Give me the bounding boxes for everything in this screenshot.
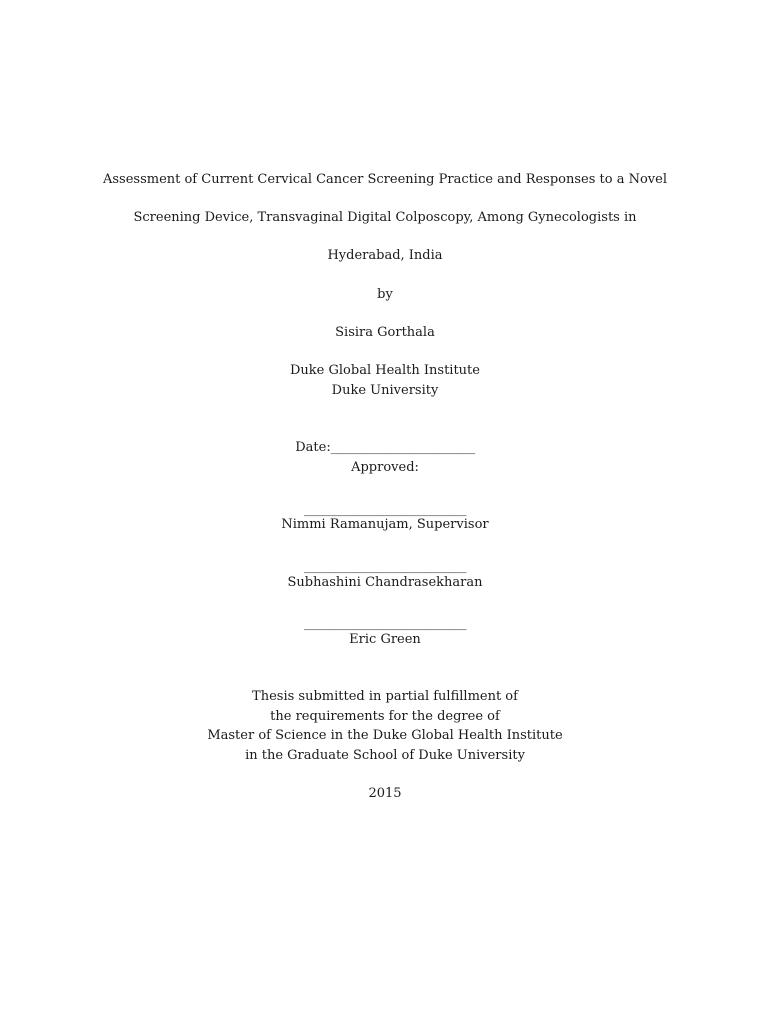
- signature-line-3: ___________________________: [304, 616, 466, 631]
- year: 2015: [368, 786, 402, 801]
- signatory-name-1: Nimmi Ramanujam, Supervisor: [281, 517, 489, 532]
- statement-line-4: in the Graduate School of Duke University: [245, 748, 525, 763]
- approved-label: Approved:: [351, 460, 419, 475]
- title-line-2: Screening Device, Transvaginal Digital Colposcopy, Among Gynecologists in: [133, 210, 637, 225]
- signatory-name-2: Subhashini Chandrasekharan: [287, 575, 483, 590]
- statement-line-3: Master of Science in the Duke Global Health Institute: [207, 728, 563, 743]
- date-signature-line: ________________________: [330, 440, 475, 455]
- author-name: Sisira Gorthala: [335, 325, 435, 340]
- date-field: [0, 440, 770, 456]
- signature-line-1: ___________________________: [304, 502, 466, 517]
- university-name: Duke University: [331, 383, 439, 398]
- statement-line-1: Thesis submitted in partial fulfillment of: [252, 689, 518, 704]
- by-label: by: [377, 287, 393, 302]
- signatory-name-3: Eric Green: [349, 632, 421, 647]
- date-label: Date:: [295, 440, 331, 455]
- title-line-3: Hyderabad, India: [327, 248, 443, 263]
- institute-name: Duke Global Health Institute: [290, 363, 480, 378]
- signature-line-2: ___________________________: [304, 559, 466, 574]
- statement-line-2: the requirements for the degree of: [270, 709, 500, 724]
- title-line-1: Assessment of Current Cervical Cancer Screening Practice and Responses to a Novel: [102, 172, 668, 187]
